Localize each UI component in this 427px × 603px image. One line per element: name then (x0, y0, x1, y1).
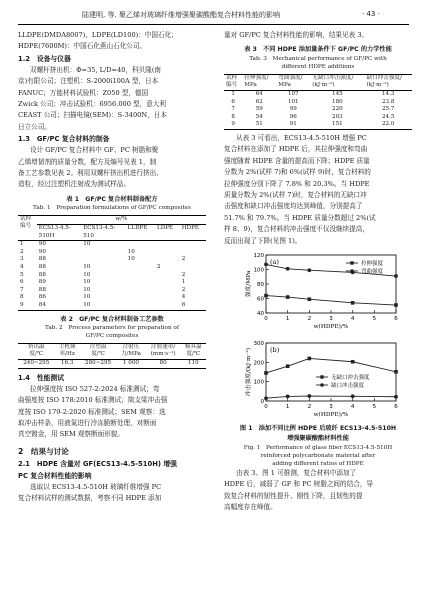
table-3-caption: 表 3 不同 HDPE 添加量条件下 GF/PC 的力学性能 (244, 46, 392, 54)
table-cell: 1 000 (122, 360, 139, 367)
text-line: 乙烯增韧剂的质量分数，配方及编号见表 1，制 (18, 157, 157, 166)
text-line: 击强度和缺口冲击强度均达到峰值，分别提高了 (224, 202, 363, 211)
table-cell: 14.3 (382, 90, 395, 97)
table-header-cell: ECS13-4.5- 510 (81, 224, 125, 240)
data-point (308, 297, 312, 301)
paragraph-equipment (18, 65, 206, 133)
data-point (286, 364, 290, 368)
table-cell: 59 (255, 106, 263, 113)
header-rule (18, 24, 409, 25)
text-line: Fig. 1 Performance of glass fiber ECS13-4.5-510H (243, 444, 393, 451)
series-line (266, 358, 396, 373)
paragraph-testing (18, 384, 206, 441)
table-row (18, 287, 206, 295)
table-cell: 10 (83, 294, 91, 301)
table-row (18, 249, 206, 257)
left-column (18, 30, 206, 505)
table-cell (155, 279, 180, 287)
text-line: 高幅度存在峰值。 (224, 503, 277, 512)
text-line: 取冲击样条，用液氮进行冷冻脆断处理，对断面 (18, 418, 157, 427)
table-cell (155, 302, 180, 310)
paragraph-discussion (224, 468, 412, 514)
table-cell: 7 (20, 286, 24, 293)
table-cell: 80 (159, 360, 167, 367)
table-row (18, 302, 206, 310)
text-line: 京)有限公司；注塑机：S-2000i100A 型，日本 (18, 77, 159, 86)
data-point (307, 394, 311, 398)
text-line: different HDPE additions (281, 64, 355, 71)
table-row (224, 99, 412, 107)
table-cell: 16.3 (60, 360, 74, 367)
table-2-caption-en (18, 324, 206, 341)
table-3 (224, 74, 412, 130)
text-line: 图 1 添加不同比例 HDPE 后玻纤 ECS13-4.5-510H (239, 424, 397, 432)
table-cell (126, 287, 155, 295)
table-row (224, 106, 412, 114)
page-number: · 43 · (362, 10, 380, 18)
table-cell (180, 264, 206, 272)
table-cell: 88 (38, 286, 46, 293)
table-row (18, 279, 206, 287)
table-cell: 101 (287, 98, 299, 105)
table-cell (126, 302, 155, 310)
table-cell: 220 (332, 106, 343, 113)
legend-label: 无缺口冲击强度 (331, 374, 370, 381)
x-tick-label: 1 (285, 403, 290, 410)
table-header-cell: 缺口冲击强度/ (kJ·m⁻²) (364, 74, 412, 90)
data-point (264, 262, 268, 266)
table-cell: 1 (231, 90, 235, 97)
table-cell: 10 (127, 256, 135, 263)
table-header-cell: 注射速率/ (mm·s⁻¹) (146, 343, 181, 359)
table-header-cell: 主机频 率/Hz (55, 343, 80, 359)
data-point (351, 360, 355, 364)
data-point (264, 396, 268, 400)
paragraph-2-1 (18, 482, 206, 505)
table-cell: 10 (83, 271, 91, 278)
text-line: PC 复合材料性能的影响 (18, 471, 92, 480)
table-header-cell: 模具温 度/℃ (181, 343, 206, 359)
text-line: 度按 ISO 179-2:2020 标准测试；SEM 观察：选 (18, 407, 166, 416)
table-2 (18, 343, 206, 369)
table-header-cell: 注射压 力/MPa (116, 343, 145, 359)
table-row (18, 256, 206, 264)
table-cell: 2 (181, 271, 186, 278)
series-line (266, 296, 396, 305)
x-tick-label: 0 (264, 315, 268, 322)
table-cell (155, 287, 180, 295)
table-1-caption: 表 1 GF/PC 复合材料制备配方 (66, 195, 158, 203)
data-point (394, 370, 398, 374)
section-heading-1-2: 1.2 设备与仪器 (18, 54, 71, 63)
table-cell: 88 (38, 264, 46, 271)
table-header-row (18, 224, 206, 240)
figure-1-caption-en (224, 444, 412, 468)
text-line: 曲强度按 ISO 178:2010 标准测试；简支梁冲击强 (18, 396, 168, 405)
x-tick-label: 5 (372, 315, 377, 322)
table-row (18, 360, 206, 369)
table-cell (126, 264, 155, 272)
table-cell: 10 (83, 302, 91, 309)
table-cell (81, 256, 125, 264)
text-line: 分数为 2%(试样 7)和 6%(试样 9)时，复合材料的 (224, 168, 371, 177)
table-cell: 2 (181, 286, 186, 293)
table-cell: 203 (332, 113, 343, 120)
table-cell: 10 (127, 248, 135, 255)
table-cell: 6 (181, 302, 186, 309)
legend-marker (350, 269, 354, 273)
table-cell (126, 279, 155, 287)
x-tick-label: 4 (350, 403, 355, 410)
table-cell: 10 (83, 264, 91, 271)
text-line: 复合材料在添加了 HDPE 后，其拉伸强度和弯曲 (224, 145, 368, 154)
x-tick-label: 3 (329, 403, 333, 410)
data-point (264, 294, 268, 298)
table-1 (18, 215, 206, 311)
table-header-row (18, 215, 206, 224)
table-cell: 151 (332, 121, 343, 128)
data-point (286, 295, 290, 299)
table-cell (155, 294, 180, 302)
table-cell: 4 (20, 264, 24, 271)
table-header-cell: 试样 编号 (18, 215, 37, 241)
table-cell (155, 241, 180, 249)
data-point (394, 274, 398, 278)
table-cell (155, 249, 180, 257)
section-heading-2-1 (18, 458, 206, 482)
table-header-row (18, 343, 206, 359)
table-cell: 8 (20, 294, 24, 301)
material-line: LLDPE(DMDA8007)、LDPE(LD100)：中国石化； (18, 31, 178, 39)
legend-marker (350, 261, 353, 264)
text-line: CEAST 公司；扫描电镜(SEM)：S-3400N，日本 (18, 111, 167, 120)
text-line: 造粒，经过注塑机注射成为测试样品。 (18, 180, 131, 189)
running-header (0, 10, 427, 24)
x-tick-label: 6 (394, 403, 398, 410)
table-header-cell: 弯曲强度/ MPa (276, 74, 310, 90)
x-tick-label: 6 (394, 315, 398, 322)
table-cell: 3 (20, 256, 24, 263)
text-line: 设计 GF/PC 复合材料中 GF、PC 树脂和聚 (30, 146, 159, 155)
table-cell: 6 (20, 279, 24, 286)
table-cell (155, 272, 180, 280)
legend-marker (320, 375, 323, 378)
table-3-caption-en (224, 55, 412, 72)
table-cell: 54 (255, 113, 263, 120)
y-tick-label: 40 (257, 310, 264, 317)
table-cell: 10 (83, 241, 91, 248)
text-line: 日立公司。 (18, 122, 51, 131)
table-row (18, 294, 206, 302)
table-row (18, 241, 206, 249)
x-tick-label: 3 (329, 315, 333, 322)
text-line: Tab. 2 Process parameters for preparation of (45, 325, 179, 332)
data-point (308, 357, 312, 361)
table-row (18, 272, 206, 280)
y-tick-label: 120 (253, 252, 264, 259)
y-axis-label: 强度/MPa (246, 270, 252, 298)
text-line: 双螺杆挤出机：Φ=35, L/D=40，科贝隆(南 (30, 65, 162, 74)
section-heading-1-4: 1.4 性能测试 (18, 373, 65, 382)
table-header-cell: w/% (37, 215, 206, 224)
figure-1-caption (224, 425, 412, 444)
section-heading-2: 2 结果与讨论 (18, 446, 69, 456)
data-point (394, 303, 398, 307)
table-cell: 2 (181, 256, 186, 263)
table-header-cell: LLDPE (126, 224, 155, 240)
text-line: adding different ratios of HDPE (272, 460, 364, 467)
data-point (286, 394, 290, 398)
table-cell: 99 (289, 106, 297, 113)
text-line: 反而出现了下降(见图 1)。 (224, 236, 302, 245)
data-point (394, 395, 398, 399)
table-cell: 96 (289, 113, 297, 120)
y-tick-label: 100 (253, 267, 264, 274)
text-line: 样 8、9)，复合材料的冲击强度不仅没继续提高， (224, 225, 369, 234)
x-tick-label: 4 (350, 315, 355, 322)
x-tick-label: 5 (372, 403, 377, 410)
x-axis-label: w(HDPE)/% (313, 323, 349, 330)
text-line: 复合材料试样的测试数据，考察不同 HDPE 添加 (18, 494, 162, 503)
text-line: HDPE 后，减弱了 GF 和 PC 树脂之间的结合，导 (224, 480, 373, 489)
paragraph-results (224, 133, 412, 247)
data-point (351, 301, 355, 305)
x-tick-label: 2 (307, 403, 312, 410)
legend-label: 缺口冲击强度 (331, 382, 365, 389)
text-line: 拉伸强度分别下降了 7.8% 和 20.3%。当 HDPE (224, 179, 370, 188)
table-cell: 2 (157, 264, 161, 271)
text-line: FANUC；万能材料试验机：Z050 型，德国 (18, 88, 149, 97)
text-line: 备工艺参数见表 2。利用双螺杆挤出机进行挤出、 (18, 169, 163, 178)
data-point (307, 268, 311, 272)
chart-a (224, 247, 412, 335)
table-cell: 9 (231, 121, 235, 128)
table-cell: 7 (231, 106, 235, 113)
paragraph-preparation (18, 145, 206, 191)
legend-label: 弯曲强度 (361, 268, 384, 275)
x-tick-label: 2 (307, 315, 312, 322)
table-cell: 145 (332, 90, 343, 97)
table-cell (126, 272, 155, 280)
table-header-cell: ECS13-4.5- 510H (37, 224, 81, 240)
text-line: Zwick 公司；冲击试验机：6956.000 型，意大利 (18, 100, 166, 109)
table-cell (126, 294, 155, 302)
y-tick-label: 300 (253, 340, 264, 347)
y-tick-label: 80 (257, 281, 264, 288)
table-cell: 4 (181, 294, 186, 301)
table-cell (81, 249, 125, 257)
text-line: 质量分数为 2%(试样 7)时，复合材料的无缺口冲 (224, 190, 367, 199)
table-header-cell: 试样 编号 (224, 74, 242, 90)
text-line: GF/PC composites (85, 333, 139, 340)
table-2-caption: 表 2 GF/PC 复合材料制备工艺参数 (60, 315, 164, 323)
table-1-caption-en: Tab. 1 Preparation formulations of GF/PC composites (33, 205, 191, 212)
table-cell: 1 (181, 279, 186, 286)
table-header-cell: 拉伸强度/ MPa (242, 74, 276, 90)
table-cell: 88 (38, 271, 46, 278)
panel-label: (b) (270, 345, 280, 354)
text-line: 真空镀金，用 SEM 观察断面形貌。 (18, 430, 124, 439)
y-axis-label: 冲击强度/(kJ·m⁻²) (246, 347, 252, 397)
table-cell: 180 (332, 98, 343, 105)
y-tick-label: 200 (253, 360, 264, 367)
table-cell: 90 (38, 241, 46, 248)
table-header-cell: HDPE (180, 224, 206, 240)
text-line: 2.1 HDPE 含量对 GF(ECS13-4.5-510H) 增强 (18, 459, 177, 468)
table-cell: 5 (20, 271, 24, 278)
table-cell: 88 (38, 256, 46, 263)
table-cell (180, 241, 206, 249)
text-line: 选取以 ECS13-4.5-510H 玻璃纤维增强 PC (30, 482, 162, 491)
data-point (351, 394, 355, 398)
table-cell: 24.5 (382, 113, 395, 120)
table-cell: 51 (255, 121, 263, 128)
table-header-row (224, 74, 412, 90)
series-line (266, 396, 396, 398)
table-cell: 110 (187, 360, 199, 367)
text-line: 从表 3 可看出，ECS13-4.5-510H 增强 PC (236, 133, 367, 142)
table-cell: 89 (38, 279, 46, 286)
text-line: 51.7% 和 79.7%。当 HDPE 质量分数超过 2%(试 (224, 213, 376, 222)
table-cell: 84 (38, 302, 46, 309)
table-row (224, 114, 412, 122)
text-line: 增强聚碳酸酯材料性能 (287, 435, 349, 443)
text-line: 强度随着 HDPE 含量的提高而下降；HDPE 质量 (224, 156, 370, 165)
plot-frame (266, 343, 396, 401)
section-heading-1-3: 1.3 GF/PC 复合材料的制备 (18, 135, 110, 144)
table-cell: 280~295 (85, 360, 112, 367)
data-point (286, 267, 290, 271)
table-row (224, 90, 412, 98)
table-cell: 10 (83, 279, 91, 286)
text-line: reinforced polycarbonate material after (260, 452, 376, 459)
x-tick-label: 0 (264, 403, 268, 410)
table-cell: 2 (20, 248, 24, 255)
table-row (18, 264, 206, 272)
x-tick-label: 1 (285, 315, 290, 322)
table-cell: 6 (231, 98, 235, 105)
x-axis-label: w(HDPE)/% (313, 411, 349, 418)
table-row (224, 121, 412, 129)
y-tick-label: 60 (257, 296, 264, 303)
legend-marker (320, 383, 324, 387)
table-cell: 8 (231, 113, 235, 120)
table-cell: 90 (38, 248, 46, 255)
text-line: 由表 3、图 1 可推测，复合材料中添加了 (236, 468, 357, 477)
table-cell: 25.7 (382, 106, 395, 113)
text-line: 拉伸强度按 ISO 527-2:2024 标准测试；弯 (30, 384, 160, 393)
text-line: Tab. 3 Mechanical performance of GF/PC with (249, 55, 387, 62)
table-cell: 91 (289, 121, 297, 128)
table-cell: 240~295 (23, 360, 50, 367)
table-cell: 64 (255, 90, 263, 97)
table-cell: 86 (38, 294, 46, 301)
text-line: 致复合材料的韧性提升、刚性下降，且韧性的提 (224, 491, 363, 500)
table-cell: 62 (255, 98, 263, 105)
right-column (224, 30, 412, 514)
data-point (264, 371, 268, 375)
table-cell (155, 256, 180, 264)
table-cell: 22.0 (382, 121, 395, 128)
table-cell: 23.8 (382, 98, 395, 105)
table-cell: 9 (20, 302, 24, 309)
table-cell (126, 241, 155, 249)
table-header-cell: 挤出温 度/℃ (18, 343, 55, 359)
material-line: HDPE(7600M)：中国石化燕山石化公司。 (18, 42, 147, 51)
table-cell: 10 (83, 286, 91, 293)
chart-b (224, 335, 412, 423)
table-cell (180, 249, 206, 257)
panel-label: (a) (270, 257, 279, 266)
y-tick-label: 0 (260, 398, 264, 405)
header-title: 陆建明, 等. 聚乙烯对玻璃纤维增强聚碳酸酯复合材料性能的影响 (82, 11, 280, 19)
table-header-cell: LDPE (155, 224, 180, 240)
y-tick-label: 100 (253, 379, 264, 386)
figure-1 (224, 247, 412, 423)
table-cell: 1 (20, 241, 24, 248)
paragraph-line: 量对 GF/PC 复合材料性能的影响，结果见表 3。 (224, 31, 369, 39)
table-cell: 107 (287, 90, 299, 97)
table-header-cell: 注塑温 度/℃ (80, 343, 117, 359)
legend-label: 拉伸强度 (361, 260, 384, 267)
table-header-cell: 无缺口冲击强度/ (kJ·m⁻²) (310, 74, 364, 90)
